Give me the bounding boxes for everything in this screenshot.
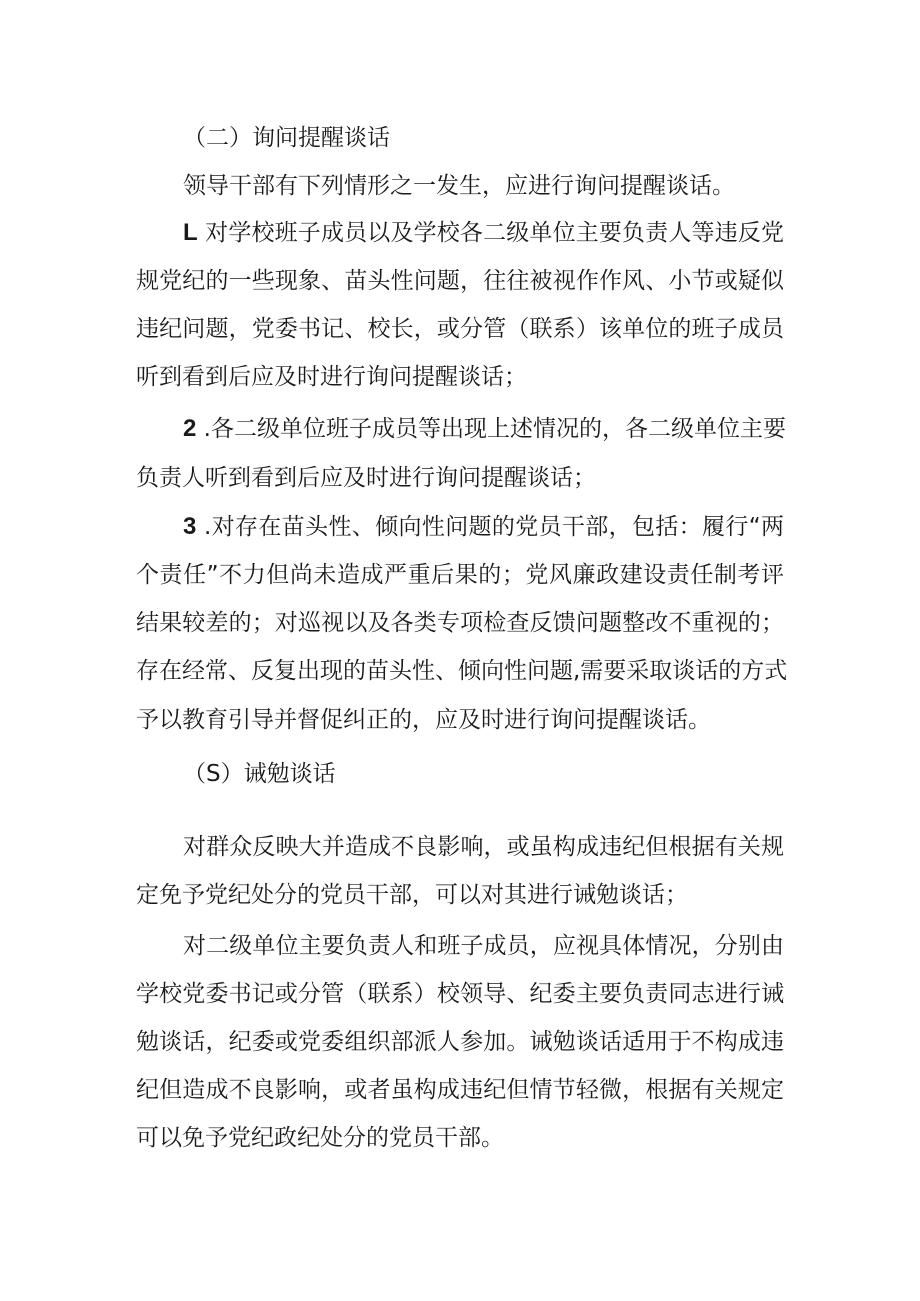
item-3-line-3: 结果较差的；对巡视以及各类专项检查反馈问题整改不重视的； (136, 610, 784, 636)
item-3-line-1 (183, 512, 784, 542)
section-heading-admonition-talk: （S）诫勉谈话 (183, 761, 336, 787)
para-2-line-3: 勉谈话，纪委或党委组织部派人参加。诫勉谈话适用于不构成违 (136, 1029, 784, 1055)
item-3-line-2: 个责任”不力但尚未造成严重后果的；党风廉政建设责任制考评 (136, 562, 784, 588)
para-1-line-2: 定免予党纪处分的党员干部，可以对其进行诫勉谈话； (136, 882, 688, 908)
item-3-line-4: 存在经常、反复出现的苗头性、倾向性问题,需要采取谈话的方式 (136, 658, 788, 684)
item-3-marker: 3 (183, 513, 197, 540)
item-1-text-1: 对学校班子成员以及学校各二级单位主要负责人等违反党 (205, 220, 785, 246)
item-3-text-1: .对存在苗头性、倾向性问题的党员干部，包括：履行“两 (204, 514, 785, 540)
item-1-line-1 (183, 218, 784, 248)
para-2-line-5: 可以免予党纪政纪处分的党员干部。 (136, 1125, 504, 1151)
para-2-line-4: 纪但造成不良影响，或者虽构成违纪但情节轻微，根据有关规定 (136, 1077, 784, 1103)
item-3-line-5: 予以教育引导并督促纠正的，应及时进行询问提醒谈话。 (136, 707, 711, 733)
item-2-line-2: 负责人听到看到后应及时进行询问提醒谈话； (136, 465, 596, 491)
item-2-text-1: .各二级单位班子成员等出现上述情况的，各二级单位主要 (203, 416, 786, 442)
item-1-line-3: 违纪问题，党委书记、校长，或分管（联系）该单位的班子成员 (136, 316, 784, 342)
section-intro: 领导干部有下列情形之一发生，应进行询问提醒谈话。 (183, 173, 735, 199)
para-2-line-2: 学校党委书记或分管（联系）校领导、纪委主要负责同志进行诫 (136, 981, 784, 1007)
item-1-marker: L (183, 219, 198, 246)
section-heading-inquiry-reminder-talk: （二）询问提醒谈话 (183, 125, 390, 151)
para-2-line-1: 对二级单位主要负责人和班子成员，应视具体情况，分别由 (183, 933, 784, 959)
item-2-line-1 (183, 414, 784, 444)
item-2-marker: 2 (183, 415, 197, 442)
para-1-line-1: 对群众反映大并造成不良影响，或虽构成违纪但根据有关规 (183, 834, 784, 860)
item-1-line-2: 规党纪的一些现象、苗头性问题，往往被视作作风、小节或疑似 (136, 268, 784, 294)
item-1-line-4: 听到看到后应及时进行询问提醒谈话； (136, 364, 527, 390)
